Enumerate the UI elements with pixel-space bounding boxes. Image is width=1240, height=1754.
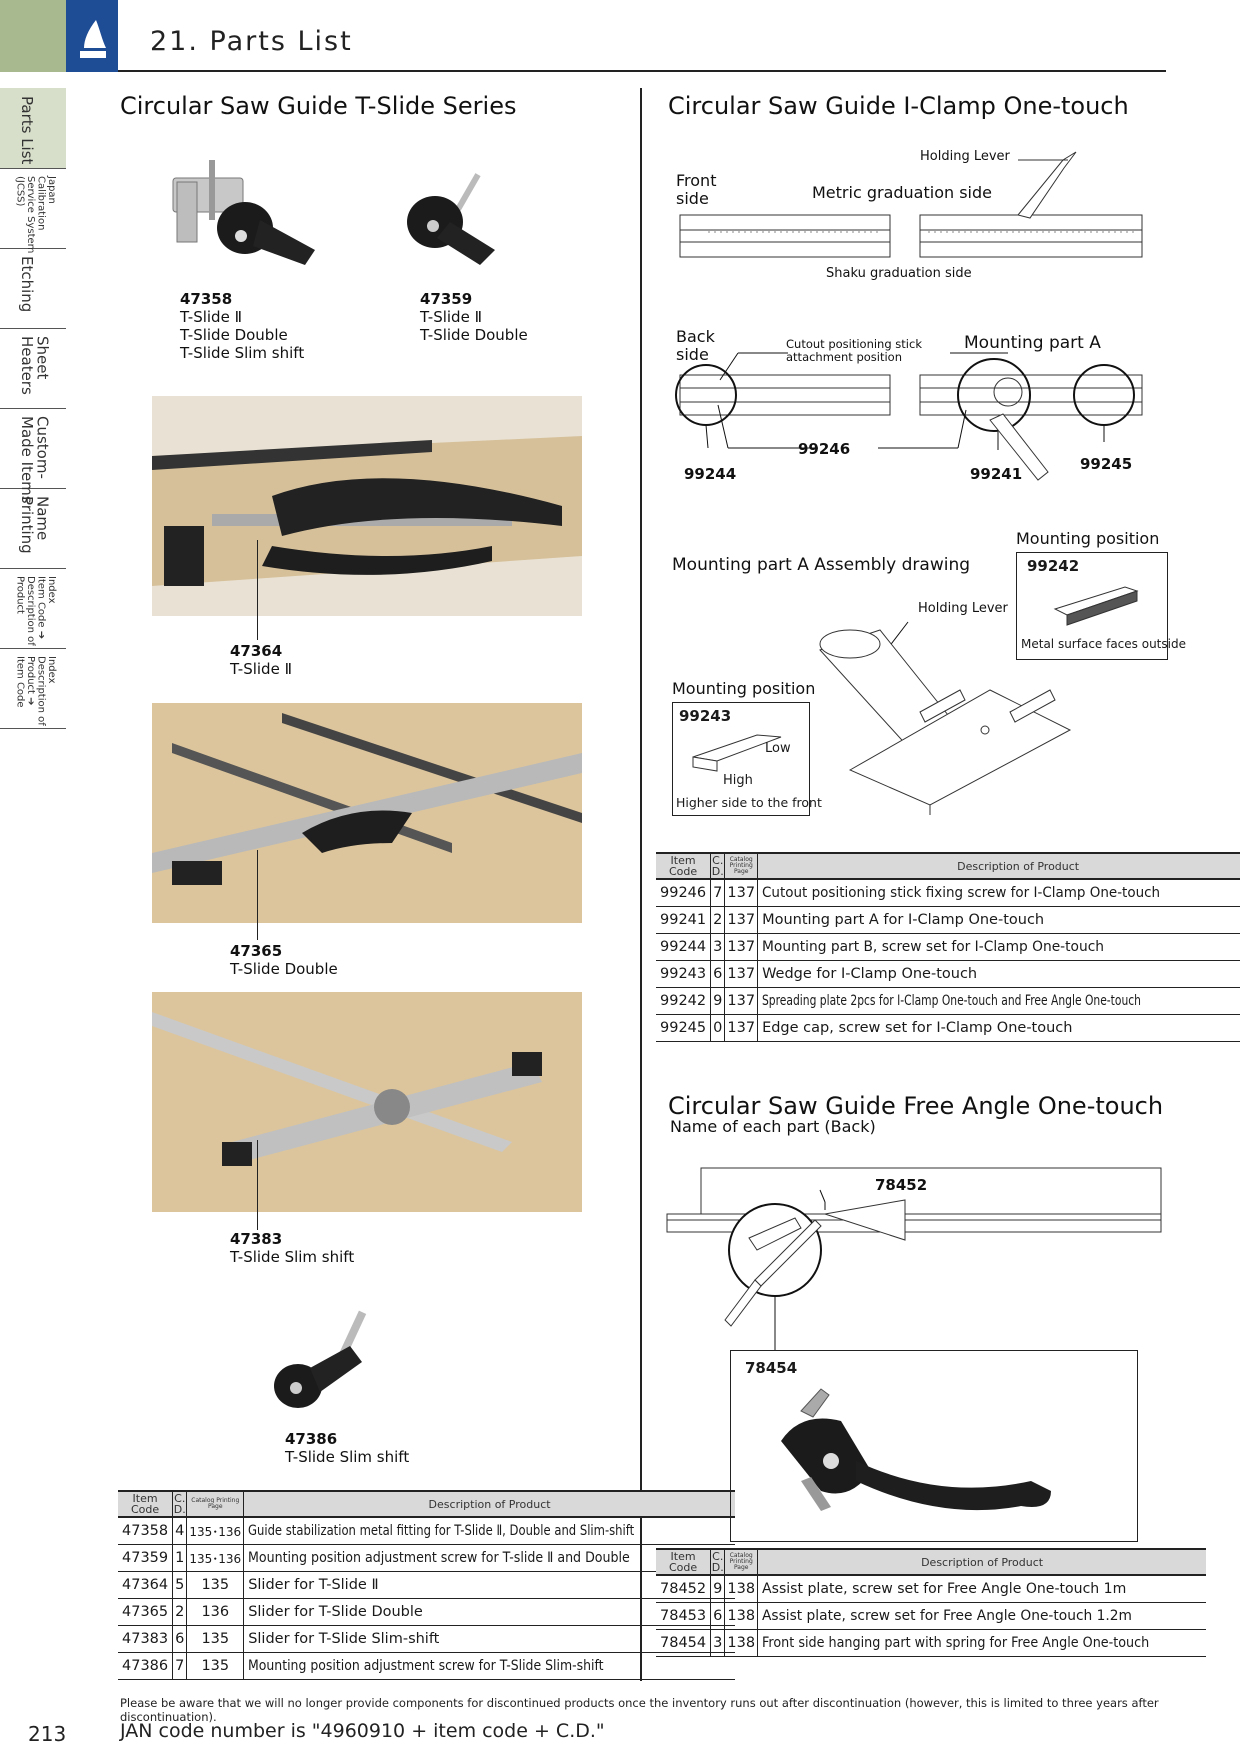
label-47386: 47386 T-Slide Slim shift <box>285 1430 410 1466</box>
table-row: 78454 3 138 Front side hanging part with spring for Free Angle One-touch <box>656 1630 1206 1657</box>
freeangle-subtitle: Name of each part (Back) <box>670 1117 876 1136</box>
table-row: 47383 6 135 Slider for T-Slide Slim-shift <box>118 1626 735 1653</box>
photo-47364 <box>152 396 582 616</box>
label-shaku: Shaku graduation side <box>826 266 972 281</box>
label-cutout: Cutout positioning stick attachment position <box>786 337 922 364</box>
page-number: 213 <box>28 1722 67 1746</box>
iclamp-section-title: Circular Saw Guide I-Clamp One-touch <box>668 92 1129 120</box>
page-title: 21. Parts List <box>150 26 353 57</box>
hanging-part-image <box>761 1381 1101 1531</box>
table-row: 47365 2 136 Slider for T-Slide Double <box>118 1599 735 1626</box>
col-header-item-code: Item Code <box>118 1491 173 1517</box>
box-99242: 99242 Metal surface faces outside <box>1016 552 1168 660</box>
product-47358-image <box>165 150 325 270</box>
label-47364: 47364 T-Slide Ⅱ <box>230 642 292 678</box>
product-47386-image <box>270 1308 400 1428</box>
box-99243: 99243 Low High Higher side to the front <box>672 702 810 816</box>
side-tab-custom-made[interactable]: Custom- Made Items <box>0 408 66 489</box>
label-mounting-position-2: Mounting position <box>672 679 816 698</box>
spreading-plate-icon <box>1047 573 1147 627</box>
label-47383: 47383 T-Slide Slim shift <box>230 1230 355 1266</box>
column-divider <box>640 88 642 1681</box>
table-row: 47386 7 135 Mounting position adjustment screw for T-Slide Slim-shift <box>118 1653 735 1680</box>
side-tab-name-printing[interactable]: Name Printing <box>0 488 66 569</box>
label-99245: 99245 <box>1080 455 1133 473</box>
table-row: 99243 6 137 Wedge for I-Clamp One-touch <box>656 961 1240 988</box>
side-tab-jcss[interactable]: Japan Calibration Service System (JCSS) <box>0 168 66 249</box>
table-row: 78453 6 138 Assist plate, screw set for Free Angle One-touch 1.2m <box>656 1603 1206 1630</box>
label-47365: 47365 T-Slide Double <box>230 942 338 978</box>
brand-logo <box>66 0 118 72</box>
table-row: 47364 5 135 Slider for T-Slide Ⅱ <box>118 1572 735 1599</box>
photo-47365 <box>152 703 582 923</box>
table-row: 47358 4 135･136 Guide stabilization metal fitting for T-Slide Ⅱ, Double and Slim-shift <box>118 1517 735 1545</box>
product-47359-image <box>395 160 515 270</box>
col-header-cd: C. D. <box>711 1550 724 1574</box>
table-row: 99242 9 137 Spreading plate 2pcs for I-Clamp One-touch and Free Angle One-touch <box>656 988 1240 1015</box>
label-mounting-part-a: Mounting part A <box>964 333 1101 353</box>
tslide-parts-table <box>118 1490 735 1680</box>
col-header-page: Catalog Printing Page <box>725 1549 758 1575</box>
leader-47365 <box>257 850 258 940</box>
col-header-desc: Description of Product <box>244 1491 735 1517</box>
col-header-page: Catalog Printing Page <box>725 853 758 879</box>
side-tab-sheet-heaters[interactable]: Sheet Heaters <box>0 328 66 409</box>
leader-47364 <box>257 540 258 640</box>
label-holding-lever: Holding Lever <box>920 149 1010 164</box>
header-color-block <box>0 0 66 72</box>
photo-47383 <box>152 992 582 1212</box>
label-mounting-position-1: Mounting position <box>1016 529 1160 548</box>
label-holding-lever-2: Holding Lever <box>918 601 1008 616</box>
label-78452: 78452 <box>875 1176 928 1194</box>
label-99241: 99241 <box>970 465 1023 483</box>
col-header-item-code: Item Code <box>656 1549 711 1575</box>
side-tab-parts-list[interactable]: Parts List <box>0 88 66 169</box>
col-header-item-code: Item Code <box>656 853 711 879</box>
col-header-cd: C. D. <box>711 854 724 878</box>
iclamp-parts-table <box>656 852 1240 1042</box>
label-99244: 99244 <box>684 465 737 483</box>
label-front-side: Front side <box>676 171 717 208</box>
box-78454: 78454 <box>730 1350 1138 1542</box>
table-row: 99241 2 137 Mounting part A for I-Clamp One-touch <box>656 907 1240 934</box>
table-row: 47359 1 135･136 Mounting position adjustment screw for T-slide Ⅱ and Double <box>118 1545 735 1572</box>
leader-47383 <box>257 1140 258 1230</box>
header-rule <box>118 70 1166 72</box>
col-header-desc: Description of Product <box>758 853 1240 879</box>
label-99246: 99246 <box>798 440 851 458</box>
table-row: 99244 3 137 Mounting part B, screw set for I-Clamp One-touch <box>656 934 1240 961</box>
tslide-section-title: Circular Saw Guide T-Slide Series <box>120 92 517 120</box>
penguin-logo-icon <box>66 0 118 72</box>
side-tab-etching[interactable]: Etching <box>0 248 66 329</box>
footer-note: Please be aware that we will no longer provide components for discontinued products once the inventory runs out after discontinuation (however, this is limited to three years after discontinuation). <box>120 1696 1159 1724</box>
side-tab-index-code[interactable]: Index Item Code ➔ Description of Product <box>0 568 66 649</box>
label-47358: 47358 T-Slide Ⅱ T-Slide Double T-Slide Slim shift <box>180 290 305 362</box>
col-header-page: Catalog Printing Page <box>187 1491 244 1517</box>
label-metric: Metric graduation side <box>812 183 992 202</box>
table-row: 78452 9 138 Assist plate, screw set for Free Angle One-touch 1m <box>656 1575 1206 1603</box>
table-row: 99245 0 137 Edge cap, screw set for I-Clamp One-touch <box>656 1015 1240 1042</box>
table-row: 99246 7 137 Cutout positioning stick fixing screw for I-Clamp One-touch <box>656 879 1240 907</box>
col-header-cd: C. D. <box>173 1492 186 1516</box>
col-header-desc: Description of Product <box>758 1549 1207 1575</box>
freeangle-parts-table <box>656 1548 1206 1657</box>
label-assembly: Mounting part A Assembly drawing <box>672 555 971 575</box>
footer-jan: JAN code number is "4960910 + item code + C.D." <box>120 1720 605 1742</box>
freeangle-section-title: Circular Saw Guide Free Angle One-touch <box>668 1092 1164 1120</box>
label-back-side: Back side <box>676 327 715 364</box>
side-tab-index-desc[interactable]: Index Description of Product ➔ Item Code <box>0 648 66 729</box>
assembly-drawing <box>810 620 1100 820</box>
label-47359: 47359 T-Slide Ⅱ T-Slide Double <box>420 290 528 344</box>
